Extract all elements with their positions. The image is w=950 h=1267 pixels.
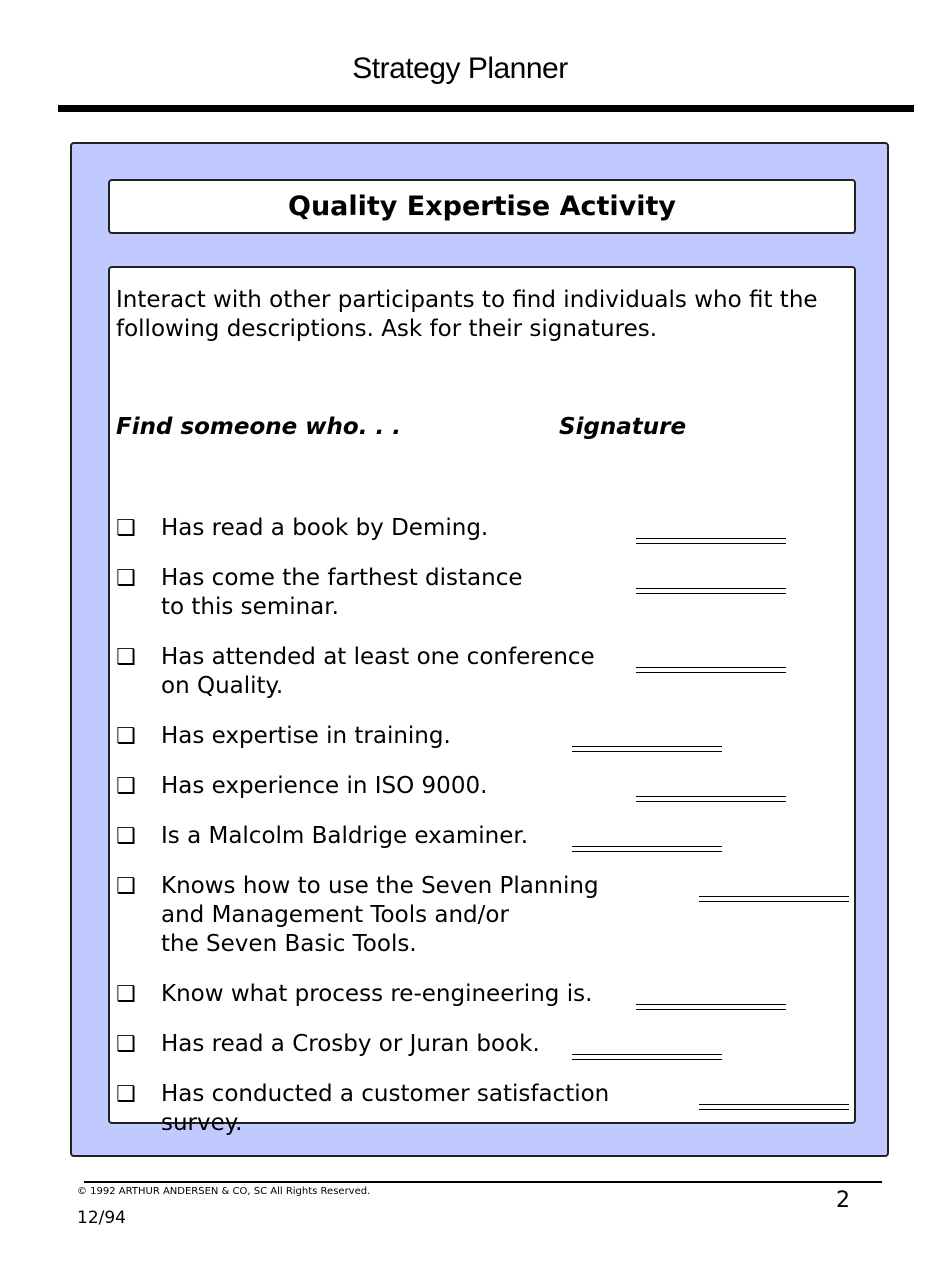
item-text: Has read a book by Deming. xyxy=(161,515,489,541)
page-number: 2 xyxy=(836,1188,850,1213)
footer-date: 12/94 xyxy=(77,1208,126,1228)
checkbox-icon[interactable]: ❑ xyxy=(116,874,136,899)
checkbox-icon[interactable]: ❑ xyxy=(116,645,136,670)
item-text: survey. xyxy=(161,1110,243,1136)
find-column-heading: Find someone who. . . xyxy=(116,414,401,440)
signature-line[interactable] xyxy=(636,538,786,544)
item-text: Has attended at least one conference xyxy=(161,644,595,670)
checkbox-icon[interactable]: ❑ xyxy=(116,1032,136,1057)
checkbox-icon[interactable]: ❑ xyxy=(116,566,136,591)
item-text: Know what process re-engineering is. xyxy=(161,981,593,1007)
signature-line[interactable] xyxy=(636,588,786,594)
item-text: Has come the farthest distance xyxy=(161,565,523,591)
signature-line[interactable] xyxy=(636,667,786,673)
instructions-text: Interact with other participants to find individuals who fit the following descriptions. Ask for their signatures. xyxy=(116,287,818,342)
signature-line[interactable] xyxy=(699,1104,849,1110)
copyright-notice: © 1992 ARTHUR ANDERSEN & CO, SC All Rights Reserved. xyxy=(77,1186,371,1197)
item-text: on Quality. xyxy=(161,673,284,699)
activity-title: Quality Expertise Activity xyxy=(108,179,856,234)
item-text: to this seminar. xyxy=(161,594,339,620)
checkbox-icon[interactable]: ❑ xyxy=(116,1082,136,1107)
checkbox-icon[interactable]: ❑ xyxy=(116,516,136,541)
checkbox-icon[interactable]: ❑ xyxy=(116,982,136,1007)
item-text: Has read a Crosby or Juran book. xyxy=(161,1031,540,1057)
signature-line[interactable] xyxy=(636,1004,786,1010)
header-rule xyxy=(58,105,914,112)
signature-line[interactable] xyxy=(636,796,786,802)
checkbox-icon[interactable]: ❑ xyxy=(116,824,136,849)
item-text: Knows how to use the Seven Planning xyxy=(161,873,599,899)
page-title: Strategy Planner xyxy=(352,52,568,85)
footer-rule xyxy=(84,1181,882,1183)
signature-line[interactable] xyxy=(572,846,722,852)
checkbox-icon[interactable]: ❑ xyxy=(116,774,136,799)
item-text: and Management Tools and/or xyxy=(161,902,509,928)
signature-line[interactable] xyxy=(572,1054,722,1060)
item-text: the Seven Basic Tools. xyxy=(161,931,417,957)
signature-line[interactable] xyxy=(572,746,722,752)
item-text: Has expertise in training. xyxy=(161,723,451,749)
item-text: Has conducted a customer satisfaction xyxy=(161,1081,610,1107)
item-text: Has experience in ISO 9000. xyxy=(161,773,488,799)
signature-column-heading: Signature xyxy=(559,414,687,440)
signature-line[interactable] xyxy=(699,896,849,902)
checkbox-icon[interactable]: ❑ xyxy=(116,724,136,749)
item-text: Is a Malcolm Baldrige examiner. xyxy=(161,823,529,849)
